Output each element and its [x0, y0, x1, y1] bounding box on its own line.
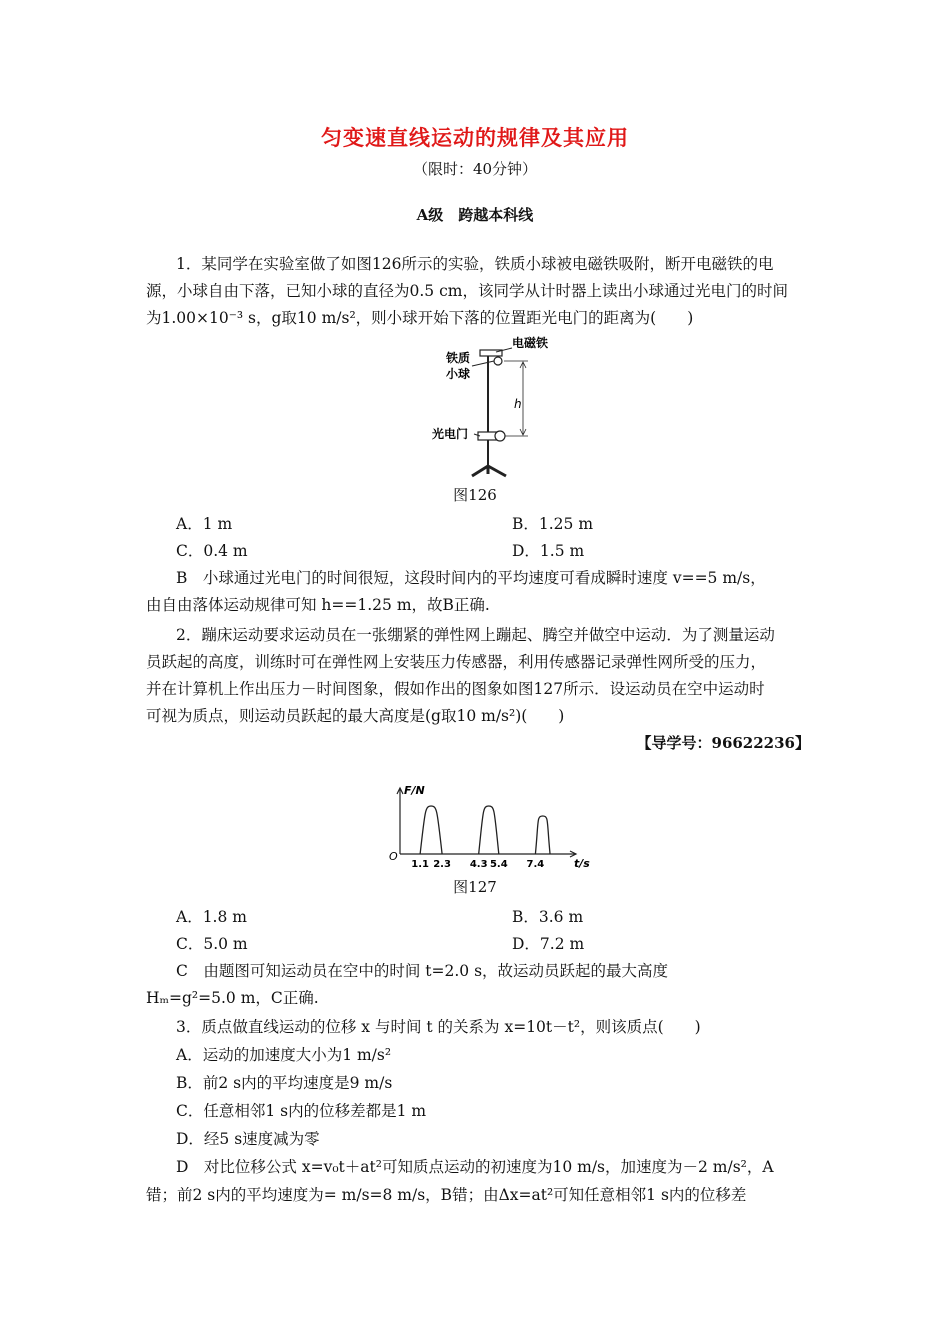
- page-title: 匀变速直线运动的规律及其应用: [321, 125, 629, 150]
- x-axis-label: t/s: [574, 857, 590, 870]
- q2-text-line1: 2．蹦床运动要求运动员在一张绷紧的弹性网上蹦起、腾空并做空中运动．为了测量运动: [176, 626, 775, 644]
- q2-option-d: D．7.2 m: [512, 935, 585, 953]
- figure-126: [420, 330, 560, 480]
- q2-text-line4: 可视为质点，则运动员跃起的最大高度是(g取10 m/s²)( ): [146, 707, 565, 725]
- iron-ball: [494, 357, 502, 365]
- q1-option-c: C．0.4 m: [176, 542, 248, 560]
- q1-text-line3: 为1.00×10⁻³ s，g取10 m/s²，则小球开始下落的位置距光电门的距离为( ): [146, 309, 694, 327]
- tick-label: 2.3: [433, 859, 451, 870]
- time-limit: （限时：40分钟）: [412, 160, 538, 178]
- section-heading: A级 跨越本科线: [416, 206, 534, 224]
- fig-label-ball-2: 小球: [446, 367, 471, 381]
- photo-gate: [495, 431, 505, 441]
- q1-option-b: B．1.25 m: [512, 515, 594, 533]
- q2-option-b: B．3.6 m: [512, 908, 584, 926]
- q2-option-a: A．1.8 m: [176, 908, 247, 926]
- q2-answer-line1: C 由题图可知运动员在空中的时间 t=2.0 s，故运动员跃起的最大高度: [176, 962, 669, 980]
- q1-text-line2: 源，小球自由下落，已知小球的直径为0.5 cm，该同学从计时器上读出小球通过光电门的时间: [146, 282, 788, 300]
- q2-text-line2: 员跃起的高度，训练时可在弹性网上安装压力传感器，利用传感器记录弹性网所受的压力，: [146, 653, 767, 671]
- y-axis-label: F/N: [404, 784, 425, 797]
- tick-label: 5.4: [489, 859, 508, 870]
- force-pulse: [420, 806, 442, 854]
- q3-option-a: A．运动的加速度大小为1 m/s²: [176, 1046, 392, 1064]
- tick-label: 7.4: [526, 859, 545, 870]
- q3-answer-line1: D 对比位移公式 x=v₀t＋at²可知质点运动的初速度为10 m/s，加速度为－2 m/s²，A: [176, 1158, 774, 1176]
- q1-text-line1: 1．某同学在实验室做了如图126所示的实验，铁质小球被电磁铁吸附，断开电磁铁的电: [176, 255, 774, 273]
- fig-label-h: h: [514, 397, 522, 411]
- figure-126-caption: 图126: [453, 486, 497, 504]
- q1-option-a: A．1 m: [176, 515, 233, 533]
- q3-option-d: D．经5 s速度减为零: [176, 1130, 320, 1148]
- figure-127-chart: [380, 778, 600, 872]
- force-pulse: [479, 806, 499, 854]
- q3-text-line1: 3．质点做直线运动的位移 x 与时间 t 的关系为 x=10t－t²，则该质点( ): [176, 1018, 701, 1036]
- q2-text-line3: 并在计算机上作出压力－时间图象，假如作出的图象如图127所示．设运动员在空中运动时: [146, 680, 765, 698]
- q3-option-b: B．前2 s内的平均速度是9 m/s: [176, 1074, 393, 1092]
- guide-number: 【导学号：96622236】: [636, 734, 810, 752]
- tick-label: 4.3: [469, 859, 488, 870]
- force-pulse: [535, 816, 550, 854]
- fig-label-ball-1: 铁质: [446, 351, 471, 365]
- q1-option-d: D．1.5 m: [512, 542, 585, 560]
- tick-label: 1.1: [411, 859, 429, 870]
- figure-127-caption: 图127: [453, 878, 497, 896]
- q2-option-c: C．5.0 m: [176, 935, 248, 953]
- q2-answer-line2: Hₘ=g²=5.0 m，C正确.: [146, 989, 319, 1007]
- q3-option-c: C．任意相邻1 s内的位移差都是1 m: [176, 1102, 427, 1120]
- ball-leader: [472, 361, 494, 366]
- q1-answer-line1: B 小球通过光电门的时间很短，这段时间内的平均速度可看成瞬时速度 v==5 m/s，: [176, 569, 766, 587]
- tripod-base: [472, 466, 506, 476]
- fig-label-magnet: 电磁铁: [512, 336, 549, 350]
- q3-answer-line2: 错；前2 s内的平均速度为= m/s=8 m/s，B错；由Δx=at²可知任意相邻1 s内的位移差: [146, 1186, 747, 1204]
- fig-label-gate: 光电门: [432, 427, 469, 441]
- origin-label: O: [389, 850, 398, 863]
- q1-answer-line2: 由自由落体运动规律可知 h==1.25 m，故B正确.: [146, 596, 490, 614]
